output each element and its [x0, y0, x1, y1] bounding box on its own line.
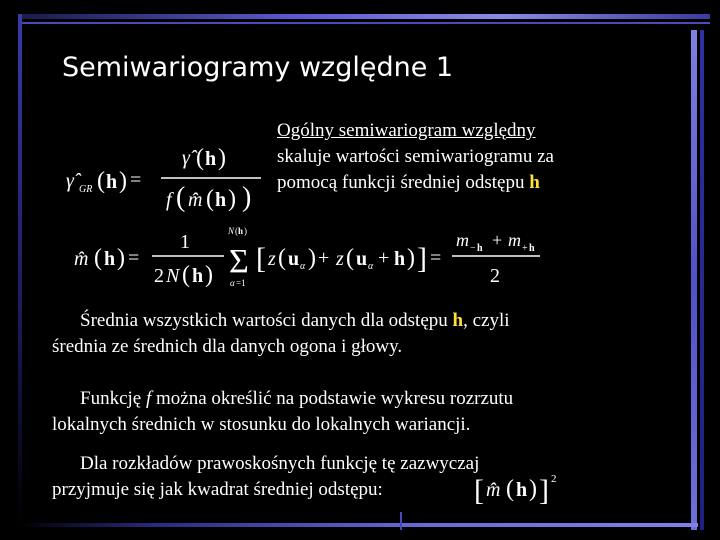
- intro-h-symbol: h: [529, 172, 540, 193]
- svg-text:m: m: [508, 230, 521, 250]
- intro-heading: Ogólny semiwariogram względny: [277, 120, 536, 141]
- p3-line-1: Dla rozkładów prawoskośnych funkcję tę zazwyczaj: [80, 453, 480, 474]
- svg-text:=: =: [130, 169, 142, 191]
- svg-text:h: h: [529, 243, 535, 254]
- frame-left-line: [18, 14, 22, 524]
- svg-text:α: α: [300, 261, 306, 272]
- formula-lag-mean: [72, 222, 592, 294]
- svg-text:+: +: [522, 243, 528, 254]
- svg-text:): ): [205, 262, 213, 288]
- frame-bottom-line: [18, 523, 698, 527]
- svg-text:(: (: [94, 245, 102, 271]
- svg-text:u: u: [288, 248, 300, 270]
- frame-top-line-thin: [18, 22, 710, 24]
- svg-text:2: 2: [154, 265, 164, 287]
- svg-text:h: h: [394, 248, 406, 270]
- svg-text:m: m: [456, 230, 469, 250]
- svg-text:(: (: [182, 262, 190, 288]
- svg-text:h: h: [238, 226, 244, 236]
- p1-text-end: , czyli: [463, 310, 510, 331]
- frame-bottom-tick: [400, 512, 402, 530]
- svg-text:(: (: [346, 245, 354, 271]
- svg-text:(: (: [506, 476, 514, 502]
- svg-text:): ): [242, 182, 252, 213]
- svg-text:(: (: [235, 226, 238, 236]
- svg-text:2: 2: [490, 265, 500, 287]
- p1-line-2: średnia ze średnich dla danych ogona i głowy.: [52, 336, 403, 357]
- frame-right-line: [691, 30, 697, 530]
- svg-text:]: ]: [417, 242, 427, 275]
- svg-text:+: +: [492, 230, 503, 250]
- p2-f-symbol: f: [145, 388, 152, 409]
- svg-text:h: h: [477, 243, 483, 254]
- frame-right-line-thin: [700, 30, 704, 530]
- p2-text-end: można określić na podstawie wykresu rozrzutu: [151, 388, 514, 409]
- svg-text:h: h: [516, 479, 528, 501]
- svg-text:γ̂: γ̂: [66, 170, 74, 192]
- svg-text:z: z: [268, 248, 276, 270]
- svg-text:+: +: [318, 247, 330, 269]
- intro-line-2: pomocą funkcji średniej odstępu: [277, 172, 530, 193]
- svg-text:): ): [529, 476, 537, 502]
- svg-text:[: [: [256, 242, 266, 275]
- svg-text:h: h: [205, 148, 217, 170]
- slide-title: Semiwariogramy względne 1: [62, 52, 454, 83]
- svg-text:(: (: [278, 245, 286, 271]
- p2-text-start: Funkcję: [80, 388, 146, 409]
- svg-text:N: N: [228, 226, 235, 236]
- svg-text:[: [: [474, 474, 484, 507]
- svg-text:m̂: m̂: [74, 248, 89, 270]
- paragraph-lag-mean: [52, 308, 672, 360]
- svg-text:Σ: Σ: [229, 243, 249, 280]
- svg-text:(: (: [97, 168, 105, 194]
- svg-text:(: (: [196, 145, 204, 171]
- p3-line-2: przyjmuje się jak kwadrat średniej odstępu:: [52, 479, 383, 500]
- svg-text:GR: GR: [79, 184, 93, 195]
- svg-text:h: h: [192, 265, 204, 287]
- svg-text:=1: =1: [236, 278, 246, 288]
- svg-text:): ): [228, 186, 236, 212]
- svg-text:1: 1: [180, 231, 190, 253]
- svg-text:(: (: [206, 186, 214, 212]
- p1-h-symbol: h: [452, 310, 464, 331]
- svg-text:(: (: [176, 182, 186, 213]
- svg-text:): ): [244, 226, 247, 236]
- svg-text:): ): [119, 168, 127, 194]
- svg-text:=: =: [430, 247, 442, 269]
- svg-text:γ̂: γ̂: [182, 147, 190, 169]
- paragraph-function-f: [52, 386, 672, 438]
- svg-text:f: f: [166, 189, 172, 211]
- svg-text:u: u: [356, 248, 368, 270]
- paragraph-right-skew: [52, 451, 672, 503]
- svg-text:+: +: [378, 247, 390, 269]
- svg-text:=: =: [128, 247, 140, 269]
- p2-line-2: lokalnych średnich w stosunku do lokalnych wariancji.: [52, 414, 471, 435]
- svg-text:): ): [407, 245, 415, 271]
- svg-text:N: N: [166, 265, 180, 287]
- intro-text: [277, 118, 697, 196]
- svg-text:α: α: [368, 261, 374, 272]
- formula-squared-lag-mean: [474, 470, 564, 510]
- p1-text-start: Średnia wszystkich wartości danych dla odstępu: [80, 310, 453, 331]
- intro-line-1: skaluje wartości semiwariogramu za: [277, 146, 554, 167]
- svg-text:h: h: [106, 171, 118, 193]
- formula-relative-semivariogram: [66, 140, 276, 220]
- svg-text:h: h: [215, 189, 227, 211]
- svg-text:h: h: [104, 248, 116, 270]
- frame-top-line: [18, 14, 710, 19]
- svg-text:−: −: [470, 243, 476, 254]
- svg-text:m̂: m̂: [188, 189, 203, 211]
- svg-text:): ): [308, 245, 316, 271]
- svg-text:m̂: m̂: [486, 479, 501, 501]
- svg-text:): ): [218, 145, 226, 171]
- svg-text:z: z: [336, 248, 344, 270]
- svg-text:2: 2: [551, 473, 557, 485]
- svg-text:): ): [117, 245, 125, 271]
- svg-text:α: α: [230, 278, 235, 288]
- svg-text:]: ]: [539, 474, 549, 507]
